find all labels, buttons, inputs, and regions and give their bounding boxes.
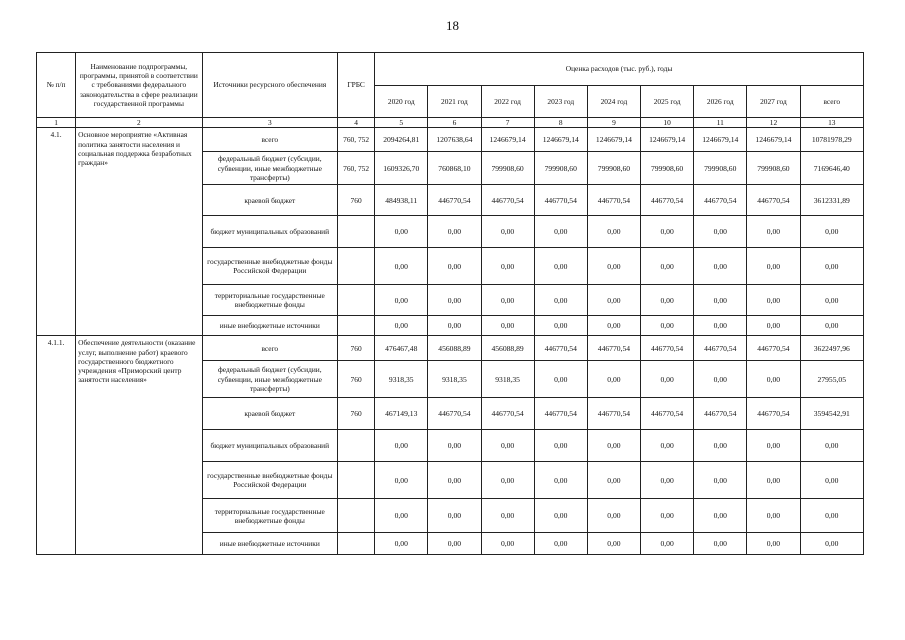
amount-cell: 1207638,64 — [428, 128, 481, 152]
header-year: 2023 год — [534, 86, 587, 118]
amount-cell: 0,00 — [800, 316, 863, 336]
funding-source: иные внебюджетные источники — [202, 316, 337, 336]
grbs-code: 760 — [338, 185, 375, 216]
header-year: всего — [800, 86, 863, 118]
amount-cell: 446770,54 — [641, 336, 694, 361]
grbs-code — [338, 430, 375, 462]
amount-cell: 0,00 — [694, 248, 747, 285]
column-number: 1 — [37, 118, 76, 128]
amount-cell: 0,00 — [694, 216, 747, 248]
column-number: 12 — [747, 118, 800, 128]
amount-cell: 0,00 — [534, 499, 587, 533]
amount-cell: 0,00 — [534, 462, 587, 499]
amount-cell: 0,00 — [534, 285, 587, 316]
amount-cell: 456088,89 — [481, 336, 534, 361]
amount-cell: 0,00 — [800, 285, 863, 316]
header-year: 2020 год — [375, 86, 428, 118]
amount-cell: 0,00 — [641, 533, 694, 555]
amount-cell: 0,00 — [641, 316, 694, 336]
amount-cell: 3622497,96 — [800, 336, 863, 361]
amount-cell: 799908,60 — [747, 152, 800, 185]
amount-cell: 0,00 — [375, 430, 428, 462]
amount-cell: 0,00 — [694, 499, 747, 533]
amount-cell: 0,00 — [375, 216, 428, 248]
amount-cell: 0,00 — [747, 430, 800, 462]
amount-cell: 799908,60 — [534, 152, 587, 185]
amount-cell: 1609326,70 — [375, 152, 428, 185]
amount-cell: 446770,54 — [747, 185, 800, 216]
amount-cell: 446770,54 — [694, 185, 747, 216]
funding-source: всего — [202, 128, 337, 152]
amount-cell: 1246679,14 — [747, 128, 800, 152]
funding-source: государственные внебюджетные фонды Российской Федерации — [202, 462, 337, 499]
amount-cell: 467149,13 — [375, 398, 428, 430]
amount-cell: 446770,54 — [534, 185, 587, 216]
funding-source: краевой бюджет — [202, 185, 337, 216]
column-number: 2 — [76, 118, 202, 128]
funding-source: иные внебюджетные источники — [202, 533, 337, 555]
amount-cell: 0,00 — [587, 216, 640, 248]
amount-cell: 3594542,91 — [800, 398, 863, 430]
amount-cell: 1246679,14 — [534, 128, 587, 152]
amount-cell: 0,00 — [694, 462, 747, 499]
amount-cell: 0,00 — [747, 499, 800, 533]
header-year: 2027 год — [747, 86, 800, 118]
column-number: 13 — [800, 118, 863, 128]
amount-cell: 0,00 — [481, 285, 534, 316]
funding-source: бюджет муниципальных образований — [202, 430, 337, 462]
amount-cell: 10781978,29 — [800, 128, 863, 152]
table-row — [37, 128, 864, 152]
funding-source: территориальные государственные внебюджетные фонды — [202, 499, 337, 533]
column-number: 5 — [375, 118, 428, 128]
amount-cell: 0,00 — [428, 216, 481, 248]
column-number: 10 — [641, 118, 694, 128]
amount-cell: 446770,54 — [534, 336, 587, 361]
amount-cell: 0,00 — [747, 285, 800, 316]
grbs-code — [338, 285, 375, 316]
amount-cell: 446770,54 — [481, 398, 534, 430]
amount-cell: 799908,60 — [481, 152, 534, 185]
amount-cell: 446770,54 — [481, 185, 534, 216]
header-year: 2022 год — [481, 86, 534, 118]
amount-cell: 446770,54 — [428, 398, 481, 430]
amount-cell: 446770,54 — [587, 185, 640, 216]
header-num: № п/п — [37, 53, 76, 118]
amount-cell: 456088,89 — [428, 336, 481, 361]
amount-cell: 0,00 — [641, 285, 694, 316]
column-number: 3 — [202, 118, 337, 128]
column-number: 4 — [338, 118, 375, 128]
amount-cell: 0,00 — [587, 533, 640, 555]
amount-cell: 0,00 — [481, 216, 534, 248]
amount-cell: 446770,54 — [641, 398, 694, 430]
amount-cell: 446770,54 — [694, 398, 747, 430]
amount-cell: 799908,60 — [641, 152, 694, 185]
amount-cell: 0,00 — [534, 361, 587, 398]
header-grbs: ГРБС — [338, 53, 375, 118]
amount-cell: 0,00 — [587, 248, 640, 285]
amount-cell: 0,00 — [481, 533, 534, 555]
grbs-code — [338, 216, 375, 248]
header-estimate: Оценка расходов (тыс. руб.), годы — [375, 53, 864, 86]
header-year: 2021 год — [428, 86, 481, 118]
amount-cell: 0,00 — [587, 285, 640, 316]
amount-cell: 446770,54 — [747, 398, 800, 430]
row-number: 4.1.1. — [37, 336, 76, 555]
amount-cell: 0,00 — [587, 361, 640, 398]
amount-cell: 0,00 — [375, 248, 428, 285]
amount-cell: 0,00 — [375, 462, 428, 499]
amount-cell: 0,00 — [481, 499, 534, 533]
header-year: 2024 год — [587, 86, 640, 118]
grbs-code — [338, 316, 375, 336]
header-year: 2026 год — [694, 86, 747, 118]
amount-cell: 0,00 — [747, 462, 800, 499]
amount-cell: 0,00 — [747, 248, 800, 285]
amount-cell: 0,00 — [534, 248, 587, 285]
amount-cell: 0,00 — [747, 216, 800, 248]
column-number: 8 — [534, 118, 587, 128]
grbs-code — [338, 462, 375, 499]
amount-cell: 0,00 — [375, 499, 428, 533]
amount-cell: 0,00 — [747, 316, 800, 336]
grbs-code — [338, 248, 375, 285]
grbs-code: 760, 752 — [338, 152, 375, 185]
header-source: Источники ресурсного обеспечения — [202, 53, 337, 118]
amount-cell: 0,00 — [800, 430, 863, 462]
amount-cell: 0,00 — [428, 248, 481, 285]
amount-cell: 0,00 — [800, 248, 863, 285]
header-name: Наименование подпрограммы, программы, принятой в соответствии с требованиями федерального законодательства в сфере реализации государственной программы — [76, 53, 202, 118]
grbs-code: 760, 752 — [338, 128, 375, 152]
grbs-code: 760 — [338, 361, 375, 398]
column-number: 6 — [428, 118, 481, 128]
program-name: Основное мероприятие «Активная политика занятости населения и социальная поддержка безработных граждан» — [76, 128, 202, 336]
amount-cell: 0,00 — [800, 462, 863, 499]
amount-cell: 446770,54 — [587, 398, 640, 430]
amount-cell: 0,00 — [428, 462, 481, 499]
amount-cell: 0,00 — [800, 533, 863, 555]
funding-source: государственные внебюджетные фонды Российской Федерации — [202, 248, 337, 285]
amount-cell: 0,00 — [375, 533, 428, 555]
amount-cell: 9318,35 — [375, 361, 428, 398]
amount-cell: 0,00 — [694, 533, 747, 555]
amount-cell: 1246679,14 — [641, 128, 694, 152]
amount-cell: 0,00 — [587, 316, 640, 336]
amount-cell: 0,00 — [534, 533, 587, 555]
amount-cell: 0,00 — [694, 361, 747, 398]
amount-cell: 1246679,14 — [481, 128, 534, 152]
grbs-code: 760 — [338, 398, 375, 430]
column-number: 9 — [587, 118, 640, 128]
amount-cell: 0,00 — [534, 430, 587, 462]
amount-cell: 0,00 — [481, 248, 534, 285]
amount-cell: 0,00 — [800, 499, 863, 533]
grbs-code — [338, 533, 375, 555]
amount-cell: 0,00 — [375, 285, 428, 316]
amount-cell: 799908,60 — [587, 152, 640, 185]
amount-cell: 2094264,81 — [375, 128, 428, 152]
program-name: Обеспечение деятельности (оказание услуг, выполнение работ) краевого государственного бюджетного учреждения «Приморский центр занятости населения» — [76, 336, 202, 555]
amount-cell: 3612331,89 — [800, 185, 863, 216]
amount-cell: 9318,35 — [481, 361, 534, 398]
amount-cell: 0,00 — [375, 316, 428, 336]
amount-cell: 1246679,14 — [694, 128, 747, 152]
amount-cell: 0,00 — [800, 216, 863, 248]
amount-cell: 0,00 — [587, 462, 640, 499]
grbs-code — [338, 499, 375, 533]
amount-cell: 484938,11 — [375, 185, 428, 216]
amount-cell: 0,00 — [694, 430, 747, 462]
amount-cell: 446770,54 — [534, 398, 587, 430]
amount-cell: 0,00 — [694, 316, 747, 336]
amount-cell: 0,00 — [641, 248, 694, 285]
amount-cell: 0,00 — [534, 316, 587, 336]
amount-cell: 0,00 — [481, 430, 534, 462]
amount-cell: 0,00 — [428, 285, 481, 316]
amount-cell: 27955,05 — [800, 361, 863, 398]
amount-cell: 446770,54 — [587, 336, 640, 361]
amount-cell: 0,00 — [481, 316, 534, 336]
grbs-code: 760 — [338, 336, 375, 361]
funding-source: краевой бюджет — [202, 398, 337, 430]
amount-cell: 0,00 — [641, 430, 694, 462]
column-number: 7 — [481, 118, 534, 128]
amount-cell: 0,00 — [587, 499, 640, 533]
amount-cell: 0,00 — [641, 216, 694, 248]
amount-cell: 0,00 — [747, 361, 800, 398]
amount-cell: 0,00 — [428, 533, 481, 555]
table-row — [37, 336, 864, 361]
header-year: 2025 год — [641, 86, 694, 118]
funding-source: всего — [202, 336, 337, 361]
page-number: 18 — [446, 18, 459, 33]
amount-cell: 476467,48 — [375, 336, 428, 361]
amount-cell: 446770,54 — [694, 336, 747, 361]
budget-table — [36, 52, 864, 555]
amount-cell: 0,00 — [747, 533, 800, 555]
funding-source: федеральный бюджет (субсидии, субвенции, иные межбюджетные трансферты) — [202, 152, 337, 185]
amount-cell: 0,00 — [428, 316, 481, 336]
funding-source: бюджет муниципальных образований — [202, 216, 337, 248]
column-number: 11 — [694, 118, 747, 128]
amount-cell: 0,00 — [481, 462, 534, 499]
funding-source: федеральный бюджет (субсидии, субвенции, иные межбюджетные трансферты) — [202, 361, 337, 398]
amount-cell: 0,00 — [534, 216, 587, 248]
amount-cell: 799908,60 — [694, 152, 747, 185]
amount-cell: 446770,54 — [641, 185, 694, 216]
amount-cell: 446770,54 — [428, 185, 481, 216]
amount-cell: 7169646,40 — [800, 152, 863, 185]
amount-cell: 0,00 — [587, 430, 640, 462]
amount-cell: 0,00 — [641, 499, 694, 533]
funding-source: территориальные государственные внебюджетные фонды — [202, 285, 337, 316]
amount-cell: 0,00 — [641, 361, 694, 398]
amount-cell: 0,00 — [428, 430, 481, 462]
amount-cell: 9318,35 — [428, 361, 481, 398]
amount-cell: 1246679,14 — [587, 128, 640, 152]
amount-cell: 446770,54 — [747, 336, 800, 361]
amount-cell: 760868,10 — [428, 152, 481, 185]
amount-cell: 0,00 — [694, 285, 747, 316]
row-number: 4.1. — [37, 128, 76, 336]
amount-cell: 0,00 — [428, 499, 481, 533]
amount-cell: 0,00 — [641, 462, 694, 499]
